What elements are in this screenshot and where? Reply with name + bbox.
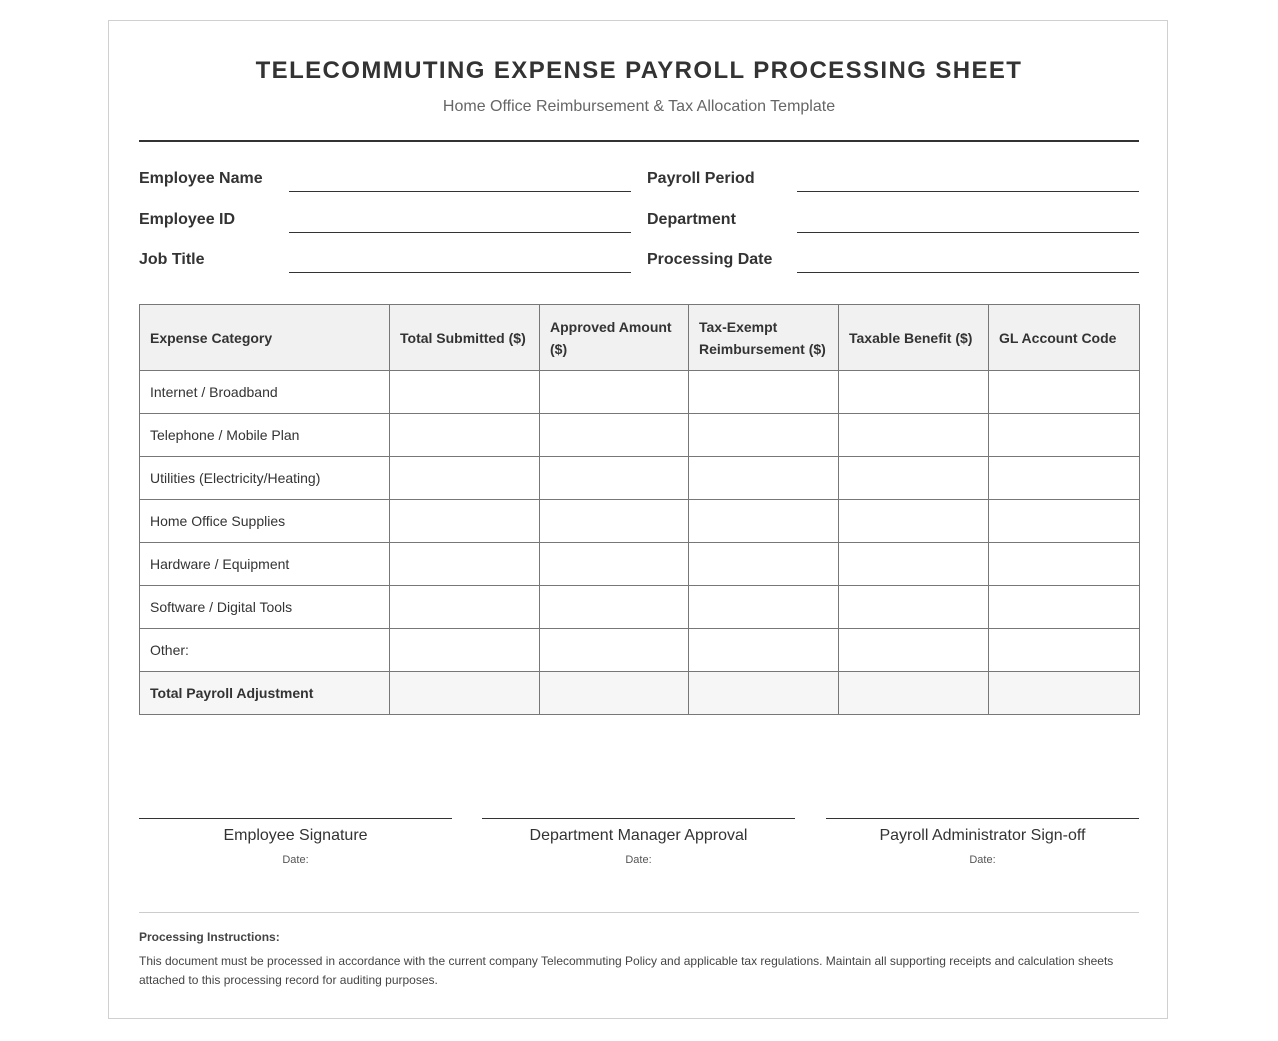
- table-cell[interactable]: [839, 543, 989, 586]
- expense-category-cell: Hardware / Equipment: [140, 543, 390, 586]
- table-cell[interactable]: [540, 500, 689, 543]
- total-cell[interactable]: [839, 672, 989, 715]
- job-title-label: Job Title: [139, 251, 205, 268]
- table-cell[interactable]: [390, 457, 540, 500]
- table-cell[interactable]: [839, 371, 989, 414]
- payroll-sheet: [108, 20, 1168, 1019]
- employee-name-line[interactable]: [289, 191, 631, 192]
- column-header: Total Submitted ($): [390, 305, 540, 371]
- employee-signature-block: [139, 818, 452, 866]
- table-cell[interactable]: [540, 586, 689, 629]
- manager-approval-date-label: Date:: [625, 854, 652, 866]
- column-header: Expense Category: [140, 305, 390, 371]
- payroll-admin-signoff-label: Payroll Administrator Sign-off: [879, 827, 1086, 844]
- employee-name-label: Employee Name: [139, 170, 263, 187]
- table-row: [140, 414, 1140, 457]
- employee-signature-date-label: Date:: [282, 854, 309, 866]
- table-cell[interactable]: [689, 500, 839, 543]
- department-line[interactable]: [797, 232, 1139, 233]
- payroll-admin-signoff-block: [826, 818, 1139, 866]
- payroll-period-label: Payroll Period: [647, 170, 755, 187]
- table-cell[interactable]: [689, 586, 839, 629]
- total-cell[interactable]: [540, 672, 689, 715]
- job-title-field: [139, 249, 631, 273]
- instructions-text: This document must be processed in accordance with the current company Telecommuting Policy and applicable tax regulations. Maintain all supporting receipts and calculation sheets attached to this processing record for auditing purposes.: [139, 954, 1114, 987]
- total-cell[interactable]: [689, 672, 839, 715]
- table-row: [140, 457, 1140, 500]
- table-cell[interactable]: [689, 371, 839, 414]
- department-field: [647, 209, 1139, 233]
- title-divider: [139, 140, 1139, 142]
- processing-date-field: [647, 249, 1139, 273]
- expense-table: [139, 304, 1140, 715]
- table-cell[interactable]: [540, 629, 689, 672]
- expense-category-cell: Telephone / Mobile Plan: [140, 414, 390, 457]
- total-label-cell: Total Payroll Adjustment: [140, 672, 390, 715]
- table-cell[interactable]: [390, 629, 540, 672]
- employee-id-line[interactable]: [289, 232, 631, 233]
- table-cell[interactable]: [390, 543, 540, 586]
- page-subtitle: Home Office Reimbursement & Tax Allocation Template: [442, 98, 836, 115]
- expense-category-cell: Home Office Supplies: [140, 500, 390, 543]
- employee-signature-line[interactable]: [139, 818, 452, 819]
- expense-category-cell: Other:: [140, 629, 390, 672]
- manager-approval-line[interactable]: [482, 818, 795, 819]
- table-cell[interactable]: [390, 500, 540, 543]
- table-row: [140, 543, 1140, 586]
- table-cell[interactable]: [839, 586, 989, 629]
- employee-name-field: [139, 168, 631, 192]
- processing-date-label: Processing Date: [647, 251, 773, 268]
- table-cell[interactable]: [689, 543, 839, 586]
- column-header: Approved Amount ($): [540, 305, 689, 371]
- processing-date-line[interactable]: [797, 272, 1139, 273]
- expense-category-cell: Software / Digital Tools: [140, 586, 390, 629]
- payroll-period-field: [647, 168, 1139, 192]
- payroll-admin-signoff-line[interactable]: [826, 818, 1139, 819]
- table-cell[interactable]: [540, 414, 689, 457]
- table-row: [140, 629, 1140, 672]
- footer-divider: [139, 912, 1139, 913]
- column-header: GL Account Code: [989, 305, 1140, 371]
- table-cell[interactable]: [989, 629, 1140, 672]
- employee-id-label: Employee ID: [139, 211, 236, 228]
- expense-category-cell: Utilities (Electricity/Heating): [140, 457, 390, 500]
- table-header-row: [140, 305, 1140, 371]
- employee-id-field: [139, 209, 631, 233]
- table-row: [140, 371, 1140, 414]
- table-row: [140, 500, 1140, 543]
- table-cell[interactable]: [689, 457, 839, 500]
- payroll-admin-signoff-date-label: Date:: [969, 854, 996, 866]
- table-cell[interactable]: [839, 500, 989, 543]
- payroll-period-line[interactable]: [797, 191, 1139, 192]
- table-cell[interactable]: [839, 629, 989, 672]
- column-header: Taxable Benefit ($): [839, 305, 989, 371]
- table-cell[interactable]: [390, 414, 540, 457]
- table-cell[interactable]: [989, 500, 1140, 543]
- table-cell[interactable]: [540, 457, 689, 500]
- table-cell[interactable]: [390, 586, 540, 629]
- table-cell[interactable]: [689, 414, 839, 457]
- employee-signature-label: Employee Signature: [223, 827, 368, 844]
- total-cell[interactable]: [390, 672, 540, 715]
- department-label: Department: [647, 211, 736, 228]
- total-cell[interactable]: [989, 672, 1140, 715]
- table-cell[interactable]: [540, 543, 689, 586]
- table-cell[interactable]: [390, 371, 540, 414]
- page-title: TELECOMMUTING EXPENSE PAYROLL PROCESSING SHEET: [255, 57, 1023, 84]
- table-cell[interactable]: [989, 457, 1140, 500]
- table-cell[interactable]: [989, 586, 1140, 629]
- table-row: [140, 586, 1140, 629]
- expense-category-cell: Internet / Broadband: [140, 371, 390, 414]
- table-cell[interactable]: [989, 371, 1140, 414]
- job-title-line[interactable]: [289, 272, 631, 273]
- table-cell[interactable]: [989, 543, 1140, 586]
- table-cell[interactable]: [689, 629, 839, 672]
- instructions-heading: Processing Instructions:: [139, 930, 280, 944]
- column-header: Tax-Exempt Reimbursement ($): [689, 305, 839, 371]
- table-cell[interactable]: [989, 414, 1140, 457]
- table-cell[interactable]: [839, 457, 989, 500]
- total-row: [140, 672, 1140, 715]
- manager-approval-label: Department Manager Approval: [529, 827, 748, 844]
- manager-approval-block: [482, 818, 795, 866]
- table-cell[interactable]: [839, 414, 989, 457]
- table-cell[interactable]: [540, 371, 689, 414]
